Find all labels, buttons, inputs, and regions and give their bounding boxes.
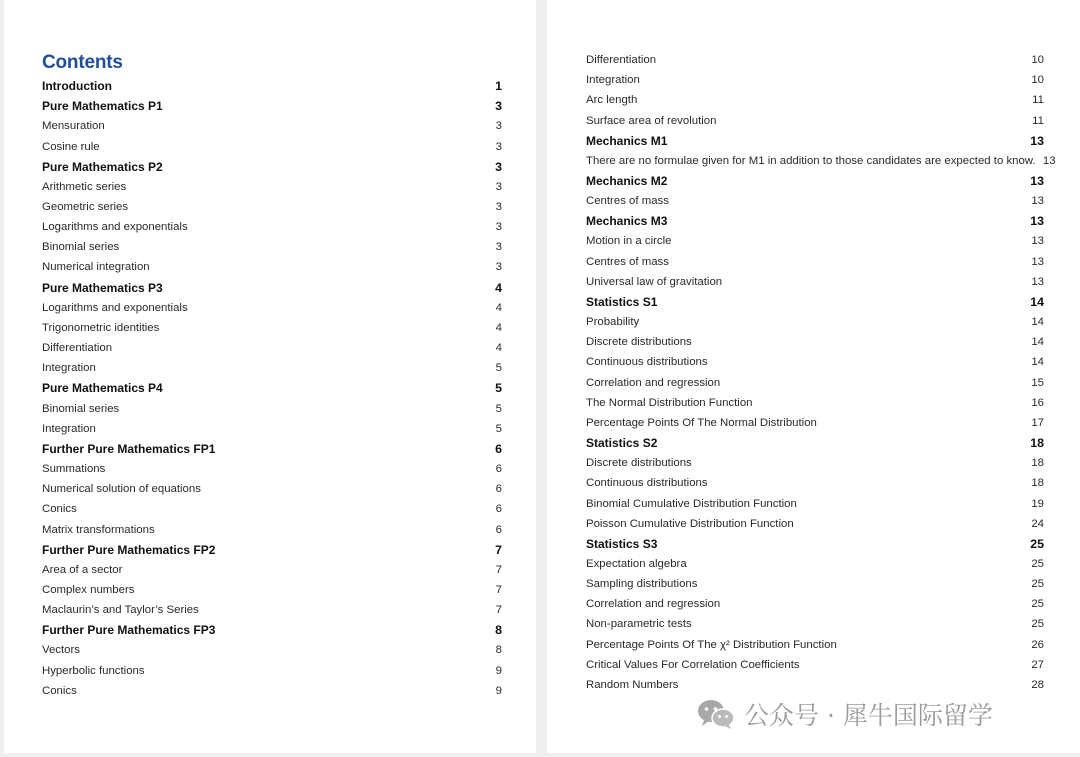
- page-left: [4, 0, 536, 753]
- toc-entry[interactable]: [586, 151, 1056, 171]
- toc-page-number: 3: [495, 140, 502, 153]
- toc-page-number: 4: [495, 321, 502, 334]
- toc-entry[interactable]: [42, 338, 502, 358]
- toc-entry-label: Logarithms and exponentials: [42, 221, 188, 234]
- toc-entry-label: Introduction: [42, 79, 112, 94]
- toc-page-number: 4: [495, 342, 502, 355]
- toc-entry[interactable]: [42, 177, 502, 197]
- toc-entry[interactable]: [586, 413, 1044, 433]
- toc-entry-label: Geometric series: [42, 201, 129, 214]
- toc-page-number: 8: [495, 623, 502, 638]
- toc-entry-label: Differentiation: [586, 54, 657, 67]
- toc-section-heading[interactable]: [586, 171, 1044, 191]
- toc-entry-label: Statistics S1: [586, 294, 658, 309]
- toc-section-heading[interactable]: [586, 534, 1044, 554]
- toc-entry-label: Pure Mathematics P4: [42, 381, 163, 396]
- toc-entry-label: Discrete distributions: [586, 457, 692, 470]
- toc-page-number: 6: [495, 441, 502, 456]
- toc-section-heading[interactable]: [586, 292, 1044, 312]
- toc-entry-label: Sampling distributions: [586, 578, 698, 591]
- toc-entry-label: Maclaurin’s and Taylor’s Series: [42, 604, 199, 617]
- toc-entry-label: Trigonometric identities: [42, 321, 160, 334]
- toc-page-number: 6: [495, 463, 502, 476]
- toc-entry-label: Numerical integration: [42, 261, 150, 274]
- toc-page-number: 3: [495, 241, 502, 254]
- toc-section-heading[interactable]: [586, 211, 1044, 231]
- toc-entry-label: Logarithms and exponentials: [42, 301, 188, 314]
- toc-entry[interactable]: [42, 399, 502, 419]
- toc-entry-label: Random Numbers: [586, 678, 679, 691]
- toc-page-number: 13: [1031, 195, 1044, 208]
- toc-entry[interactable]: [586, 110, 1044, 130]
- toc-page-number: 19: [1031, 497, 1044, 510]
- toc-entry[interactable]: [586, 352, 1044, 372]
- toc-entry[interactable]: [42, 257, 502, 277]
- toc-entry-label: There are no formulae given for M1 in addition to those candidates are expected to know.: [586, 154, 1036, 167]
- toc-entry[interactable]: [586, 90, 1044, 110]
- toc-page-number: 13: [1031, 255, 1044, 268]
- toc-entry[interactable]: [586, 655, 1044, 675]
- toc-entry-label: Integration: [586, 74, 640, 87]
- toc-entry-label: Motion in a circle: [586, 235, 672, 248]
- toc-entry[interactable]: [42, 217, 502, 237]
- toc-entry-label: Pure Mathematics P1: [42, 99, 163, 114]
- toc-entry-label: Correlation and regression: [586, 598, 721, 611]
- toc-page-number: 11: [1032, 94, 1044, 107]
- toc-page-number: 6: [495, 483, 502, 496]
- toc-page-number: 7: [495, 563, 502, 576]
- toc-entry-label: Conics: [42, 503, 77, 516]
- toc-entry[interactable]: [586, 191, 1044, 211]
- toc-entry-label: Further Pure Mathematics FP2: [42, 542, 216, 557]
- toc-page-number: 4: [495, 301, 502, 314]
- toc-entry[interactable]: [586, 252, 1044, 272]
- toc-entry-label: Centres of mass: [586, 255, 669, 268]
- toc-page-number: 5: [495, 402, 502, 415]
- toc-page-number: 13: [1031, 235, 1044, 248]
- toc-page-number: 3: [495, 180, 502, 193]
- toc-page-number: 13: [1031, 275, 1044, 288]
- toc-page-number: 3: [495, 159, 502, 174]
- toc-entry-label: Probability: [586, 316, 640, 329]
- toc-page-number: 9: [495, 664, 502, 677]
- toc-page-number: 3: [495, 201, 502, 214]
- toc-entry[interactable]: [586, 554, 1044, 574]
- toc-page-number: 10: [1031, 74, 1044, 87]
- toc-entry-label: Area of a sector: [42, 563, 123, 576]
- toc-entry-label: Summations: [42, 463, 106, 476]
- toc-entry-label: Hyperbolic functions: [42, 664, 145, 677]
- toc-entry-label: Numerical solution of equations: [42, 483, 201, 496]
- toc-page-number: 16: [1031, 396, 1044, 409]
- page-right: [547, 0, 1080, 753]
- toc-page-number: 7: [495, 583, 502, 596]
- toc-section-heading[interactable]: [42, 76, 502, 96]
- toc-page-number: 13: [1042, 154, 1056, 167]
- toc-entry-label: Pure Mathematics P2: [42, 159, 163, 174]
- toc-entry-label: The Normal Distribution Function: [586, 396, 753, 409]
- toc-page-number: 13: [1030, 133, 1044, 148]
- toc-entry-label: Continuous distributions: [586, 356, 708, 369]
- toc-page-number: 4: [495, 280, 502, 295]
- toc-list-left: [42, 76, 502, 701]
- toc-page-number: 28: [1031, 678, 1044, 691]
- toc-entry-label: Arithmetic series: [42, 180, 127, 193]
- toc-entry[interactable]: [42, 298, 502, 318]
- toc-entry-label: Mechanics M1: [586, 133, 668, 148]
- toc-page-number: 1: [495, 79, 502, 94]
- toc-entry[interactable]: [586, 594, 1044, 614]
- toc-page-number: 18: [1030, 436, 1044, 451]
- toc-entry-label: Binomial Cumulative Distribution Function: [586, 497, 797, 510]
- toc-entry[interactable]: [586, 473, 1044, 493]
- toc-entry[interactable]: [586, 614, 1044, 634]
- toc-entry[interactable]: [42, 479, 502, 499]
- toc-page-number: 3: [495, 99, 502, 114]
- toc-page-number: 25: [1031, 578, 1044, 591]
- toc-entry-label: Matrix transformations: [42, 523, 155, 536]
- toc-page-number: 27: [1031, 658, 1044, 671]
- toc-entry-label: Mechanics M3: [586, 214, 668, 229]
- toc-entry[interactable]: [586, 272, 1044, 292]
- toc-list-right: [586, 50, 1056, 695]
- toc-entry[interactable]: [586, 50, 1044, 70]
- toc-entry-label: Universal law of gravitation: [586, 275, 723, 288]
- toc-page-number: 6: [495, 503, 502, 516]
- contents-title: Contents: [42, 52, 123, 73]
- toc-entry-label: Statistics S3: [586, 536, 658, 551]
- toc-entry[interactable]: [42, 661, 502, 681]
- toc-entry[interactable]: [586, 453, 1044, 473]
- toc-entry-label: Binomial series: [42, 241, 120, 254]
- toc-section-heading[interactable]: [586, 433, 1044, 453]
- toc-entry-label: Mechanics M2: [586, 174, 668, 189]
- toc-entry[interactable]: [42, 600, 502, 620]
- toc-page-number: 9: [495, 684, 502, 697]
- toc-entry-label: Mensuration: [42, 120, 105, 133]
- toc-page-number: 7: [495, 604, 502, 617]
- toc-entry-label: Complex numbers: [42, 583, 135, 596]
- toc-entry-label: Statistics S2: [586, 436, 658, 451]
- toc-entry-label: Critical Values For Correlation Coefficients: [586, 658, 800, 671]
- toc-entry-label: Centres of mass: [586, 195, 669, 208]
- toc-entry[interactable]: [586, 635, 1044, 655]
- toc-entry-label: Percentage Points Of The χ² Distribution Function: [586, 638, 837, 651]
- toc-entry[interactable]: [42, 116, 502, 136]
- toc-entry[interactable]: [586, 574, 1044, 594]
- toc-entry[interactable]: [586, 70, 1044, 90]
- toc-page-number: 7: [495, 542, 502, 557]
- toc-entry[interactable]: [586, 231, 1044, 251]
- toc-entry[interactable]: [586, 493, 1044, 513]
- toc-page-number: 14: [1031, 356, 1044, 369]
- toc-entry-label: Poisson Cumulative Distribution Function: [586, 517, 794, 530]
- toc-entry[interactable]: [42, 237, 502, 257]
- watermark: [696, 697, 993, 731]
- toc-section-heading[interactable]: [586, 131, 1044, 151]
- toc-entry-label: Binomial series: [42, 402, 120, 415]
- toc-entry[interactable]: [42, 580, 502, 600]
- toc-entry[interactable]: [42, 681, 502, 701]
- toc-section-heading[interactable]: [42, 157, 502, 177]
- toc-page-number: 17: [1031, 416, 1044, 429]
- toc-entry-label: Further Pure Mathematics FP3: [42, 623, 216, 638]
- toc-section-heading[interactable]: [42, 278, 502, 298]
- toc-page-number: 18: [1031, 477, 1044, 490]
- toc-section-heading[interactable]: [42, 378, 502, 398]
- toc-entry-label: Further Pure Mathematics FP1: [42, 441, 216, 456]
- toc-page-number: 3: [495, 120, 502, 133]
- toc-page-number: 25: [1031, 618, 1044, 631]
- toc-entry[interactable]: [42, 419, 502, 439]
- toc-page-number: 3: [495, 221, 502, 234]
- toc-section-heading[interactable]: [42, 540, 502, 560]
- toc-section-heading[interactable]: [42, 96, 502, 116]
- toc-entry-label: Non-parametric tests: [586, 618, 692, 631]
- toc-page-number: 15: [1031, 376, 1044, 389]
- toc-entry-label: Integration: [42, 422, 96, 435]
- toc-entry-label: Surface area of revolution: [586, 114, 717, 127]
- toc-entry[interactable]: [42, 499, 502, 519]
- watermark-text: 公众号 · 犀牛国际留学: [744, 701, 993, 730]
- wechat-icon: [696, 698, 736, 730]
- toc-entry[interactable]: [42, 318, 502, 338]
- toc-page-number: 10: [1031, 54, 1044, 67]
- toc-entry[interactable]: [586, 393, 1044, 413]
- toc-entry[interactable]: [42, 640, 502, 660]
- toc-page-number: 13: [1030, 214, 1044, 229]
- toc-entry[interactable]: [42, 358, 502, 378]
- toc-entry[interactable]: [586, 332, 1044, 352]
- toc-entry-label: Conics: [42, 684, 77, 697]
- toc-page-number: 18: [1031, 457, 1044, 470]
- toc-entry[interactable]: [42, 560, 502, 580]
- toc-entry-label: Correlation and regression: [586, 376, 721, 389]
- toc-page-number: 11: [1032, 114, 1044, 127]
- toc-entry[interactable]: [42, 459, 502, 479]
- toc-page-number: 25: [1031, 557, 1044, 570]
- toc-page-number: 5: [495, 381, 502, 396]
- toc-entry-label: Differentiation: [42, 342, 113, 355]
- toc-entry[interactable]: [42, 136, 502, 156]
- toc-page-number: 5: [495, 362, 502, 375]
- toc-entry[interactable]: [42, 519, 502, 539]
- toc-page-number: 14: [1031, 316, 1044, 329]
- toc-entry[interactable]: [586, 312, 1044, 332]
- toc-entry-label: Discrete distributions: [586, 336, 692, 349]
- toc-page-number: 25: [1031, 598, 1044, 611]
- toc-entry-label: Cosine rule: [42, 140, 100, 153]
- toc-entry-label: Expectation algebra: [586, 557, 687, 570]
- toc-entry[interactable]: [586, 373, 1044, 393]
- toc-page-number: 3: [495, 261, 502, 274]
- toc-page-number: 14: [1031, 336, 1044, 349]
- toc-section-heading[interactable]: [42, 439, 502, 459]
- toc-page-number: 5: [495, 422, 502, 435]
- toc-entry-label: Integration: [42, 362, 96, 375]
- toc-entry-label: Pure Mathematics P3: [42, 280, 163, 295]
- toc-section-heading[interactable]: [42, 620, 502, 640]
- toc-page-number: 6: [495, 523, 502, 536]
- toc-entry[interactable]: [586, 675, 1044, 695]
- toc-entry[interactable]: [586, 514, 1044, 534]
- toc-page-number: 26: [1031, 638, 1044, 651]
- toc-entry-label: Continuous distributions: [586, 477, 708, 490]
- toc-page-number: 13: [1030, 174, 1044, 189]
- toc-entry[interactable]: [42, 197, 502, 217]
- toc-page-number: 25: [1030, 536, 1044, 551]
- toc-entry-label: Percentage Points Of The Normal Distribution: [586, 416, 817, 429]
- toc-page-number: 24: [1031, 517, 1044, 530]
- toc-page-number: 14: [1030, 294, 1044, 309]
- toc-entry-label: Arc length: [586, 94, 638, 107]
- toc-page-number: 8: [495, 644, 502, 657]
- toc-entry-label: Vectors: [42, 644, 80, 657]
